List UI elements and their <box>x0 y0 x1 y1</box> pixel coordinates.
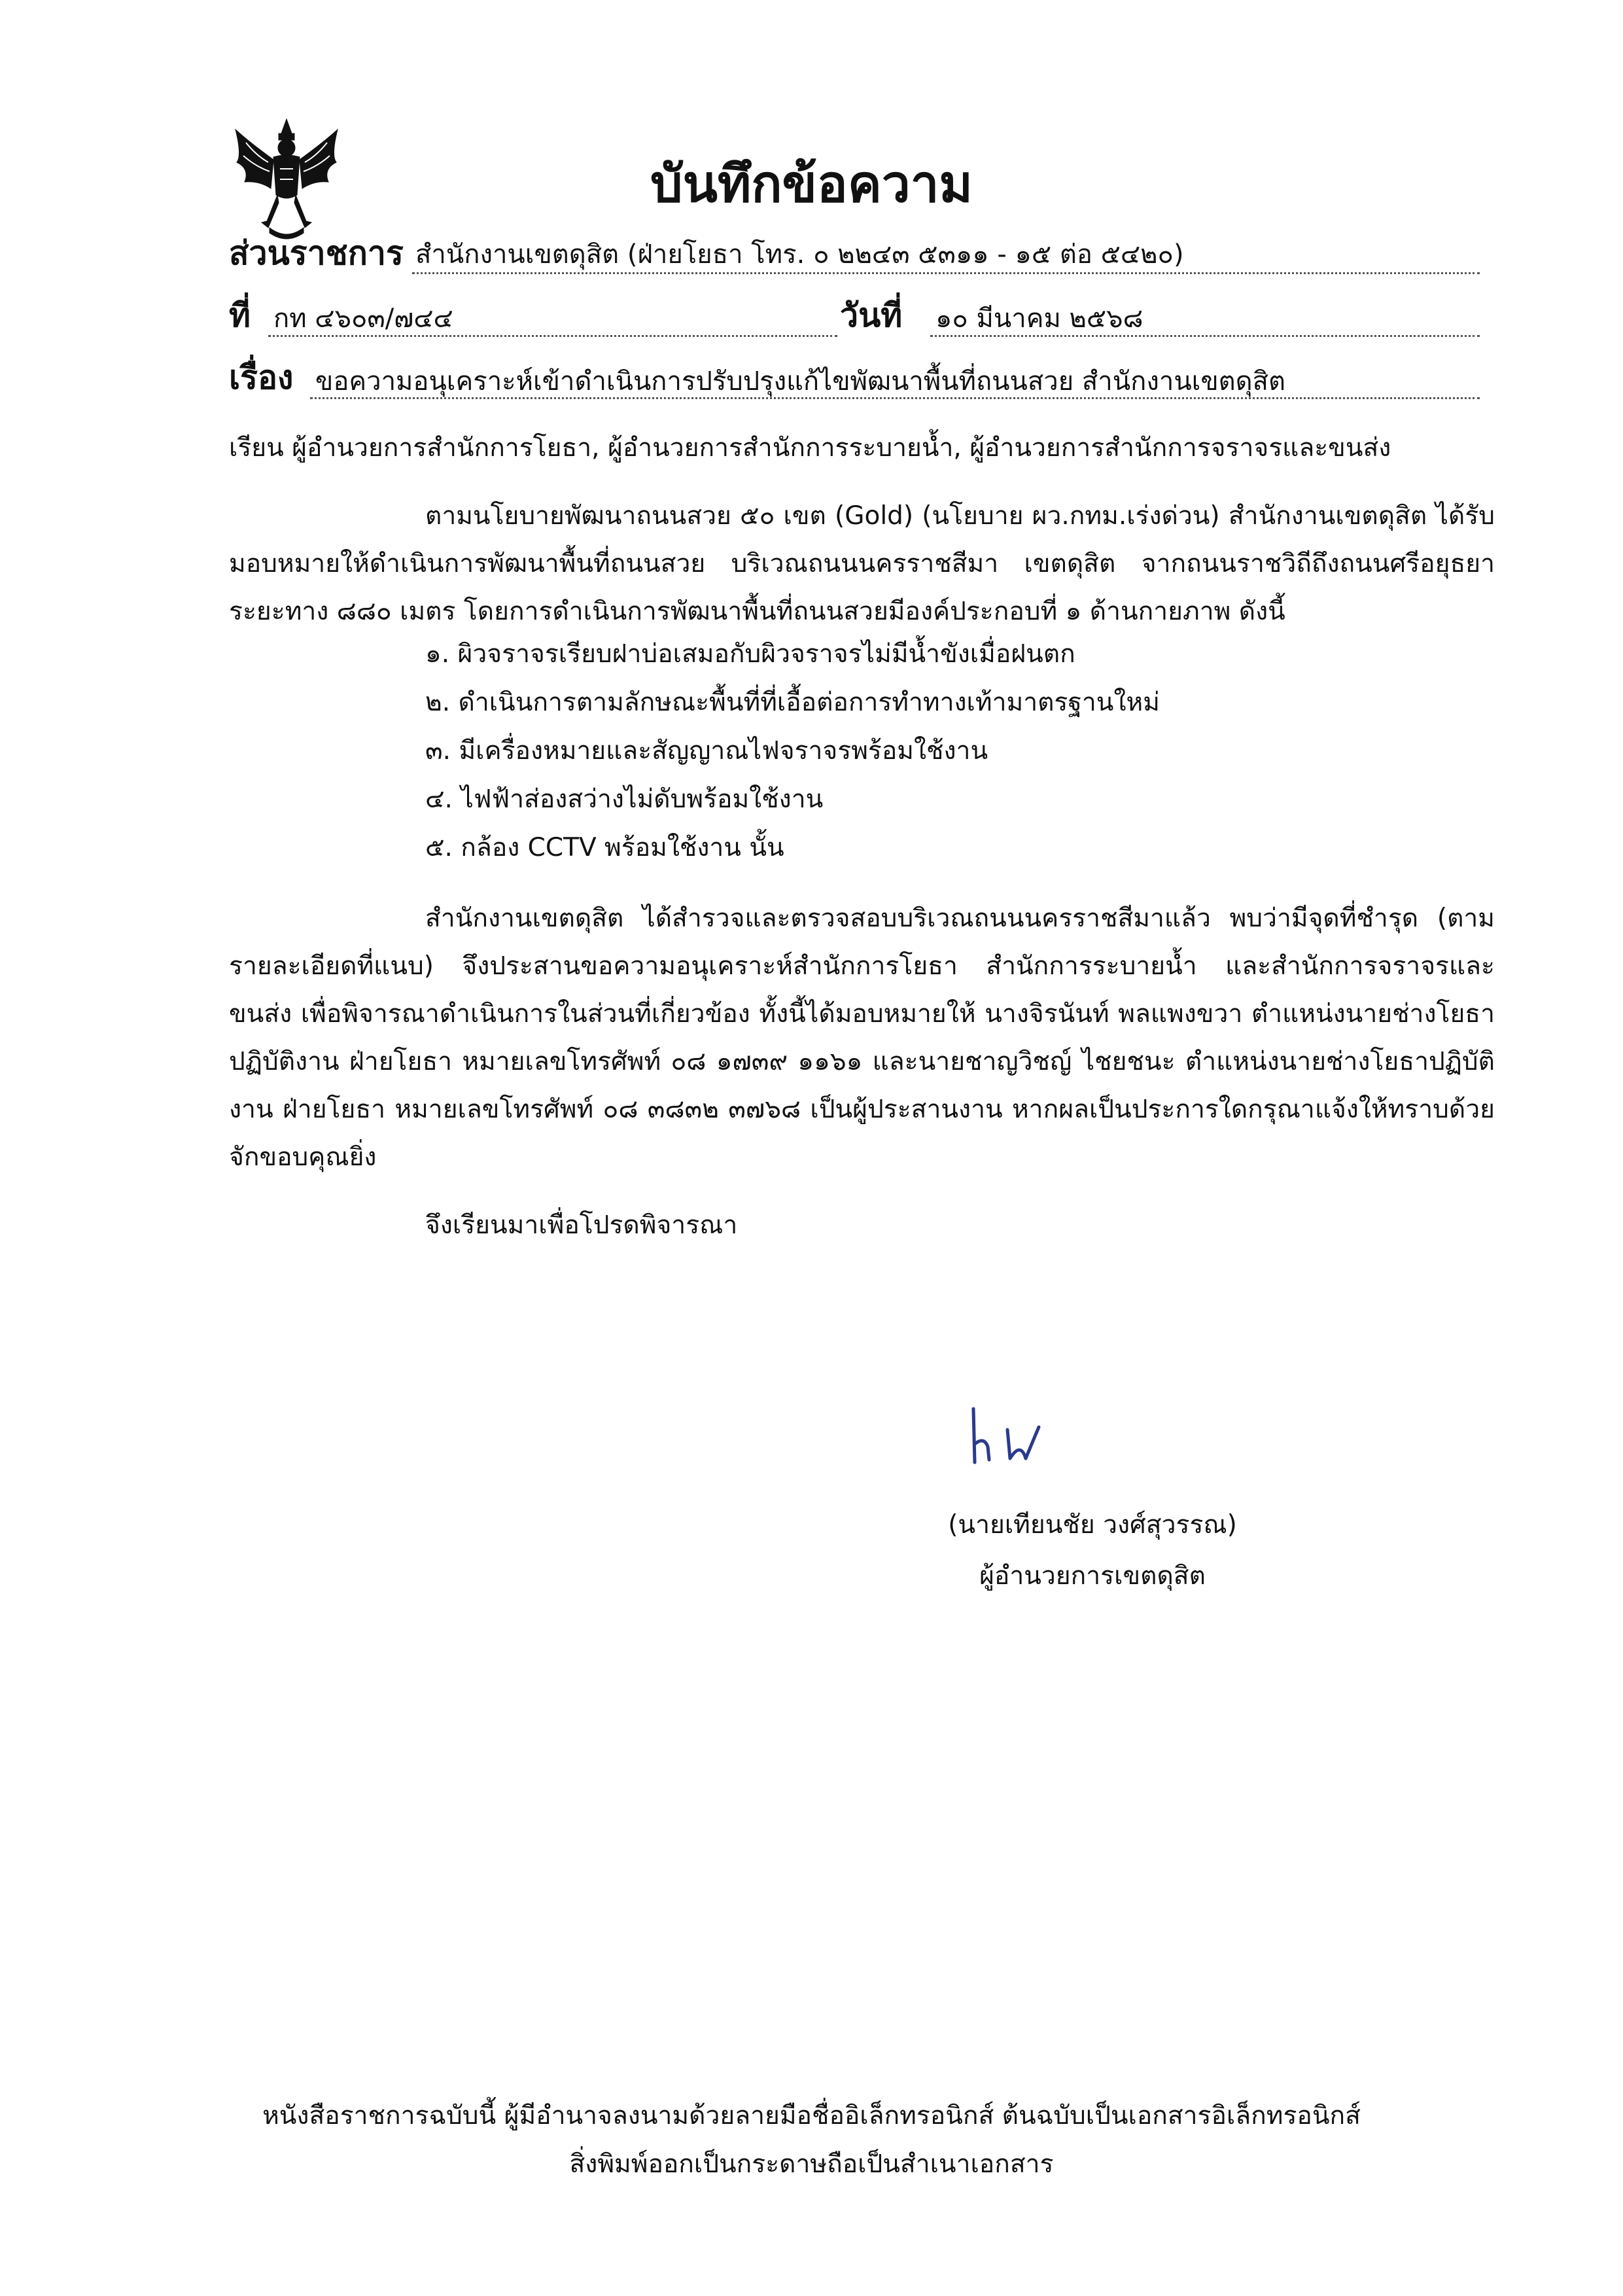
paragraph-1 <box>229 492 1495 635</box>
agency-label: ส่วนราชการ <box>229 234 404 272</box>
list-item: ๔. ไฟฟ้าส่องสว่างไม่ดับพร้อมใช้งาน <box>425 785 824 814</box>
agency-dotted-line <box>412 272 1480 274</box>
salutation-text: เรียน ผู้อำนวยการสำนักการโยธา, ผู้อำนวยการสำนักการระบายน้ำ, ผู้อำนวยการสำนักการจราจรและขนส่ง <box>229 433 1391 463</box>
ref-value: กท ๔๖๐๓/๗๔๔ <box>273 304 453 334</box>
date-dotted-line <box>930 335 1480 337</box>
footer-line-2: สิ่งพิมพ์ออกเป็นกระดาษถือเป็นสำเนาเอกสาร <box>569 2149 1054 2179</box>
agency-value: สำนักงานเขตดุสิต (ฝ่ายโยธา โทร. ๐ ๒๒๔๓ ๕๓๑๑ - ๑๕ ต่อ ๕๔๒๐) <box>415 239 1184 270</box>
handwritten-signature <box>962 1404 1060 1472</box>
subject-value: ขอความอนุเคราะห์เข้าดำเนินการปรับปรุงแก้ไขพัฒนาพื้นที่ถนนสวย สำนักงานเขตดุสิต <box>315 366 1286 397</box>
list-item: ๒. ดำเนินการตามลักษณะพื้นที่ที่เอื้อต่อการทำทางเท้ามาตรฐานใหม่ <box>425 688 1160 717</box>
ref-label: ที่ <box>229 296 251 334</box>
salutation <box>229 424 1495 472</box>
date-label: วันที่ <box>840 296 903 334</box>
paragraph-2 <box>229 894 1495 1181</box>
list-item: ๑. ผิวจราจรเรียบฝาบ่อเสมอกับผิวจราจรไม่มีน้ำขังเมื่อฝนตก <box>425 639 1075 669</box>
list-item: ๓. มีเครื่องหมายและสัญญาณไฟจราจรพร้อมใช้งาน <box>425 736 988 766</box>
paragraph-1-text: ตามนโยบายพัฒนาถนนสวย ๕๐ เขต (Gold) (นโยบาย ผว.กทม.เร่งด่วน) สำนักงานเขตดุสิต ได้รับมอบหมายให้ดำเนินการพัฒนาพื้นที่ถนนสวย บริเวณถนนนครราชสีมา เขตดุสิต จากถนนราชวิถีถึงถนนศรีอยุธยา ระยะทาง ๘๘๐ เมตร โดยการดำเนินการพัฒนาพื้นที่ถนนสวยมีองค์ประกอบที่ ๑ ด้านกายภาพ ดังนี้ <box>229 501 1495 626</box>
signer-position: ผู้อำนวยการเขตดุสิต <box>979 1561 1206 1591</box>
document-title: บันทึกข้อความ <box>650 155 973 214</box>
ref-dotted-line <box>268 335 837 337</box>
subject-dotted-line <box>310 397 1480 399</box>
footer-line-1: หนังสือราชการฉบับนี้ ผู้มีอำนาจลงนามด้วยลายมือชื่ออิเล็กทรอนิกส์ ต้นฉบับเป็นเอกสารอิเล็กทรอนิกส์ <box>262 2101 1361 2130</box>
closing-line: จึงเรียนมาเพื่อโปรดพิจารณา <box>425 1210 738 1240</box>
subject-label: เรื่อง <box>229 359 294 397</box>
list-item: ๕. กล้อง CCTV พร้อมใช้งาน นั้น <box>425 833 784 862</box>
date-value: ๑๐ มีนาคม ๒๕๖๘ <box>935 304 1143 334</box>
requirements-list <box>425 630 1160 872</box>
signer-name: (นายเทียนชัย วงศ์สุวรรณ) <box>948 1510 1237 1540</box>
paragraph-2-text: สำนักงานเขตดุสิต ได้สำรวจและตรวจสอบบริเวณถนนนครราชสีมาแล้ว พบว่ามีจุดที่ชำรุด (ตามรายละเอียดที่แนบ) จึงประสานขอความอนุเคราะห์สำนักการโยธา สำนักการระบายน้ำ และสำนักการจราจรและขนส่ง เพื่อพิจารณาดำเนินการในส่วนที่เกี่ยวข้อง ทั้งนี้ได้มอบหมายให้ นางจิรนันท์ พลแพงขวา ตำแหน่งนายช่างโยธาปฏิบัติงาน ฝ่ายโยธา หมายเลขโทรศัพท์ ๐๘ ๑๗๓๙ ๑๑๖๑ และนายชาญวิชญ์ ไชยชนะ ตำแหน่งนายช่างโยธาปฏิบัติงาน ฝ่ายโยธา หมายเลขโทรศัพท์ ๐๘ ๓๘๓๒ ๓๗๖๘ เป็นผู้ประสานงาน หากผลเป็นประการใดกรุณาแจ้งให้ทราบด้วย จักขอบคุณยิ่ง <box>229 904 1495 1172</box>
